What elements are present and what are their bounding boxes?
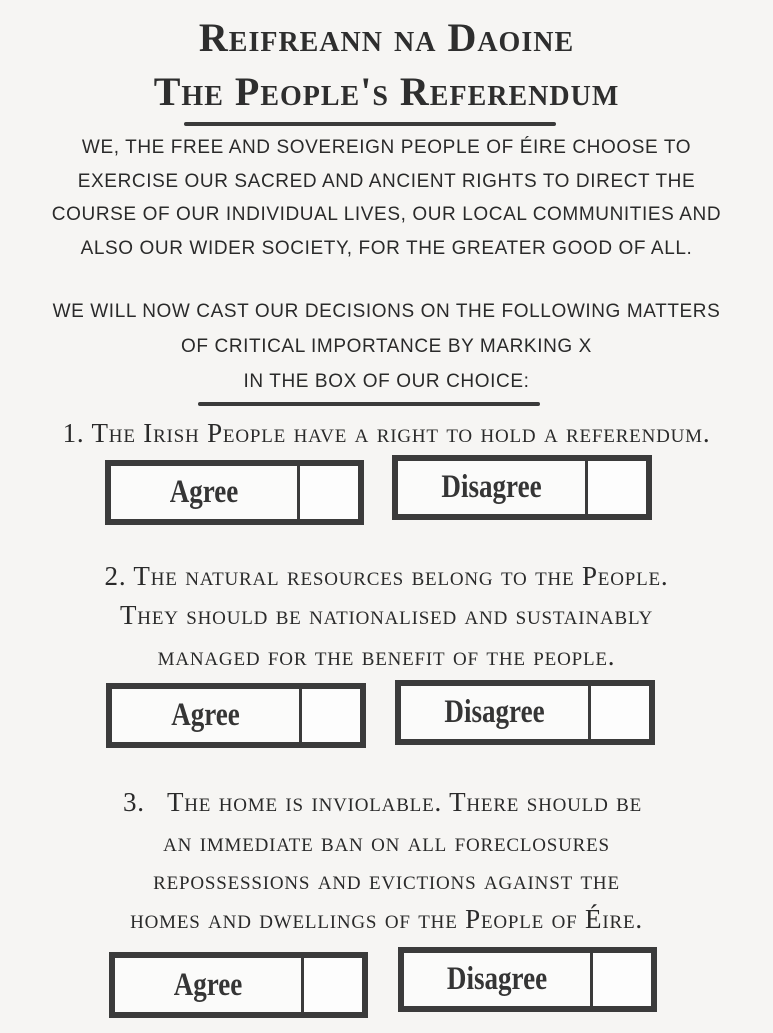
question-3-ballot [0, 950, 773, 1020]
disagree-option[interactable] [398, 947, 657, 1012]
title-divider [184, 122, 556, 126]
preamble-line: COURSE OF OUR INDIVIDUAL LIVES, OUR LOCAL COMMUNITIES AND [51, 204, 722, 225]
question-3-text: homes and dwellings of the People of Éire. [130, 904, 643, 934]
disagree-checkbox[interactable] [590, 953, 651, 1006]
question-2-text: They should be nationalised and sustainably [120, 600, 653, 630]
title-english: The People's Referendum [153, 69, 620, 114]
instruction-line: IN THE BOX OF OUR CHOICE: [243, 371, 530, 392]
agree-label: Agree [171, 697, 240, 733]
agree-checkbox[interactable] [301, 958, 362, 1012]
agree-label: Agree [169, 474, 239, 510]
question-3-text: 3. The home is inviolable. There should be [122, 787, 643, 817]
question-2-text: managed for the benefit of the people. [157, 641, 616, 671]
instruction-divider [198, 402, 540, 406]
question-2-text: 2. The natural resources belong to the People. [104, 561, 669, 591]
preamble-line: EXERCISE OUR SACRED AND ANCIENT RIGHTS TO DIRECT THE [77, 171, 696, 192]
agree-label: Agree [173, 966, 243, 1003]
preamble-line: ALSO OUR WIDER SOCIETY, FOR THE GREATER GOOD OF ALL. [80, 238, 693, 259]
agree-option[interactable] [109, 952, 368, 1018]
question-3-text: repossessions and evictions against the [153, 865, 620, 895]
title-irish: Reifreann na Daoine [198, 15, 575, 60]
disagree-option[interactable] [392, 455, 652, 520]
disagree-label: Disagree [446, 961, 548, 997]
preamble-line: WE, THE FREE AND SOVEREIGN PEOPLE OF ÉIRE CHOOSE TO [81, 137, 692, 158]
question-2-ballot [0, 683, 773, 753]
agree-checkbox[interactable] [297, 466, 358, 519]
disagree-option[interactable] [395, 680, 655, 745]
instruction-line: OF CRITICAL IMPORTANCE BY MARKING X [181, 336, 592, 357]
disagree-checkbox[interactable] [585, 461, 646, 514]
disagree-checkbox[interactable] [588, 686, 649, 739]
instruction-line: WE WILL NOW CAST OUR DECISIONS ON THE FOLLOWING MATTERS [52, 301, 721, 322]
disagree-label: Disagree [444, 694, 545, 730]
question-1-ballot [0, 460, 773, 530]
agree-checkbox[interactable] [299, 689, 360, 742]
question-3-text: an immediate ban on all foreclosures [163, 827, 610, 857]
agree-option[interactable] [106, 683, 366, 748]
disagree-label: Disagree [441, 469, 542, 505]
question-1-text: 1. The Irish People have a right to hold a referendum. [62, 418, 711, 448]
agree-option[interactable] [105, 460, 364, 525]
